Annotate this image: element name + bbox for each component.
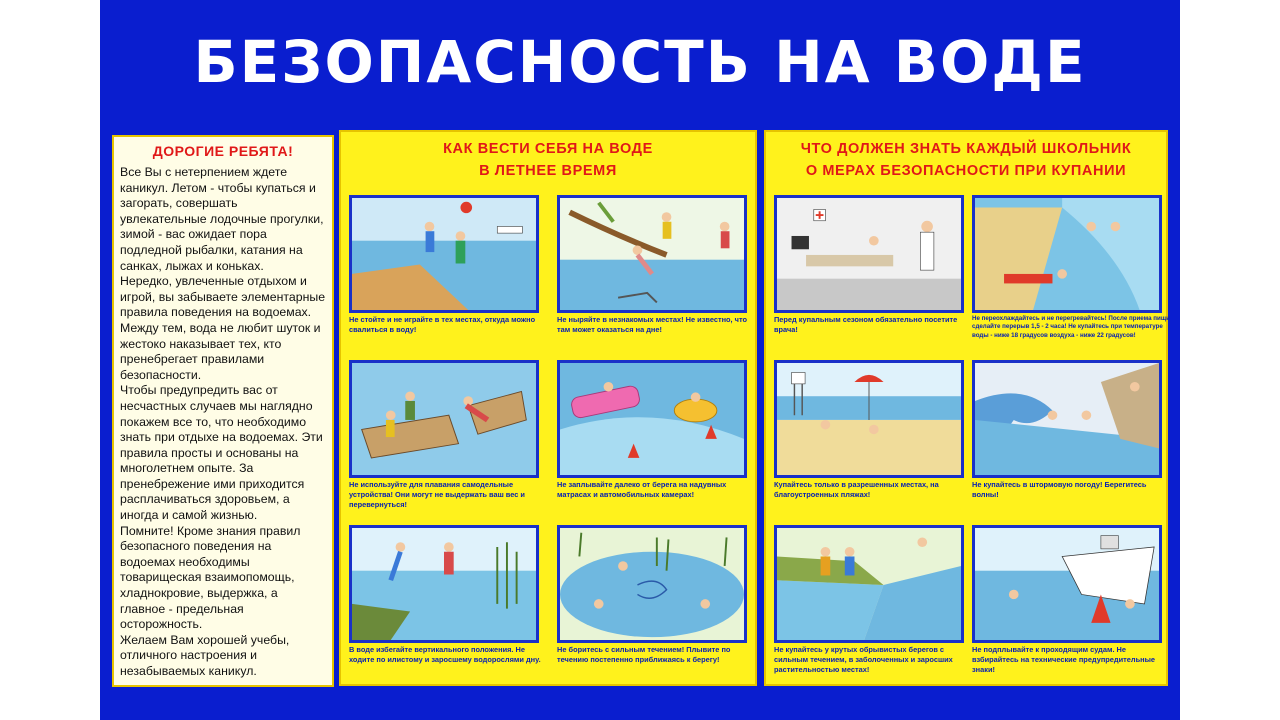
illustration-beach xyxy=(774,360,964,478)
summer-behavior-panel xyxy=(339,130,757,686)
illustration-raft xyxy=(349,360,539,478)
rule-caption: Не используйте для плавания самодельные устройства! Они могут не выдержать ваш вес и перевернуться! xyxy=(349,480,525,509)
rule-caption: Перед купальным сезоном обязательно посетите врача! xyxy=(774,315,958,334)
rule-caption: Не купайтесь в штормовую погоду! Берегитесь волны! xyxy=(972,480,1147,499)
rule-caption: Не ныряйте в незнакомых местах! Не известно, что там может оказаться на дне! xyxy=(557,315,747,334)
intro-paragraph: Чтобы предупредить вас от несчастных случаев мы наглядно покажем все то, что необходимо знать при отдыхе на водоемах. Эти правила просты и основаны на многолетнем опыте. За пренебрежение ими приходится расплачиваться здоровьем, а иногда и самой жизнью. xyxy=(120,383,323,523)
illustration-muddy-bottom xyxy=(349,525,539,643)
poster xyxy=(100,0,1180,720)
illustration-mattress xyxy=(557,360,747,478)
page-title: БЕЗОПАСНОСТЬ НА ВОДЕ xyxy=(193,28,1087,96)
rule-caption: В воде избегайте вертикального положения. Не ходите по илистому и заросшему водорослями дну. xyxy=(349,645,541,664)
rule-caption: Не купайтесь у крутых обрывистых берегов с сильным течением, в заболоченных и заросших растительностью местах! xyxy=(774,645,953,674)
rule-caption: Не подплывайте к проходящим судам. Не взбирайтесь на технические предупредительные знаки! xyxy=(972,645,1156,674)
intro-heading: ДОРОГИЕ РЕБЯТА! xyxy=(152,143,294,159)
panel-title: ЧТО ДОЛЖЕН ЗНАТЬ КАЖДЫЙ ШКОЛЬНИК О МЕРАХ БЕЗОПАСНОСТИ ПРИ КУПАНИИ xyxy=(800,141,1132,179)
panel-title: КАК ВЕСТИ СЕБЯ НА ВОДЕ В ЛЕТНЕЕ ВРЕМЯ xyxy=(443,141,653,179)
illustration-steep-bank xyxy=(774,525,964,643)
rule-caption: Не заплывайте далеко от берега на надувных матрасах и автомобильных камерах! xyxy=(557,480,727,499)
illustration-current xyxy=(557,525,747,643)
intro-paragraph: Все Вы с нетерпением ждете каникул. Летом - чтобы купаться и загорать, совершать увлекательные лодочные прогулки, зимой - вас ожидает пора подледной рыбалки, катания на санках, лыжах и коньках. xyxy=(120,165,324,273)
illustration-pier-ball xyxy=(349,195,539,313)
rule-caption: Купайтесь только в разрешенных местах, на благоустроенных пляжах! xyxy=(774,480,939,499)
rule-caption: Не переохлаждайтесь и не перегревайтесь! После приема пищи сделайте перерыв 1,5 - 2 часа! Не купайтесь при температуре воды - ниже 18 градусов воздуха - ниже 22 градусов! xyxy=(972,315,1170,339)
illustration-doctor xyxy=(774,195,964,313)
rule-caption: Не боритесь с сильным течением! Плывите по течению постепенно приближаясь к берегу! xyxy=(557,645,731,664)
intro-paragraph: Нередко, увлеченные отдыхом и игрой, вы забываете элементарные правила поведения на водоемах. Между тем, вода не любит шуток и жестоко наказывает тех, кто пренебрегает правилами безопасности. xyxy=(120,274,326,382)
intro-panel xyxy=(112,135,334,687)
illustration-ship xyxy=(972,525,1162,643)
illustration-storm xyxy=(972,360,1162,478)
rule-caption: Не стойте и не играйте в тех местах, откуда можно свалиться в воду! xyxy=(349,315,536,334)
school-safety-panel xyxy=(764,130,1168,686)
illustration-sunbathing xyxy=(972,195,1162,313)
intro-paragraph: Помните! Кроме знания правил безопасного поведения на водоемах необходимы товарищеская взаимопомощь, хладнокровие, выдержка, а главное - предельная осторожность. xyxy=(120,523,301,632)
intro-paragraph: Желаем Вам хорошей учебы, отличного настроения и незабываемых каникул. xyxy=(120,632,290,678)
illustration-diving xyxy=(557,195,747,313)
